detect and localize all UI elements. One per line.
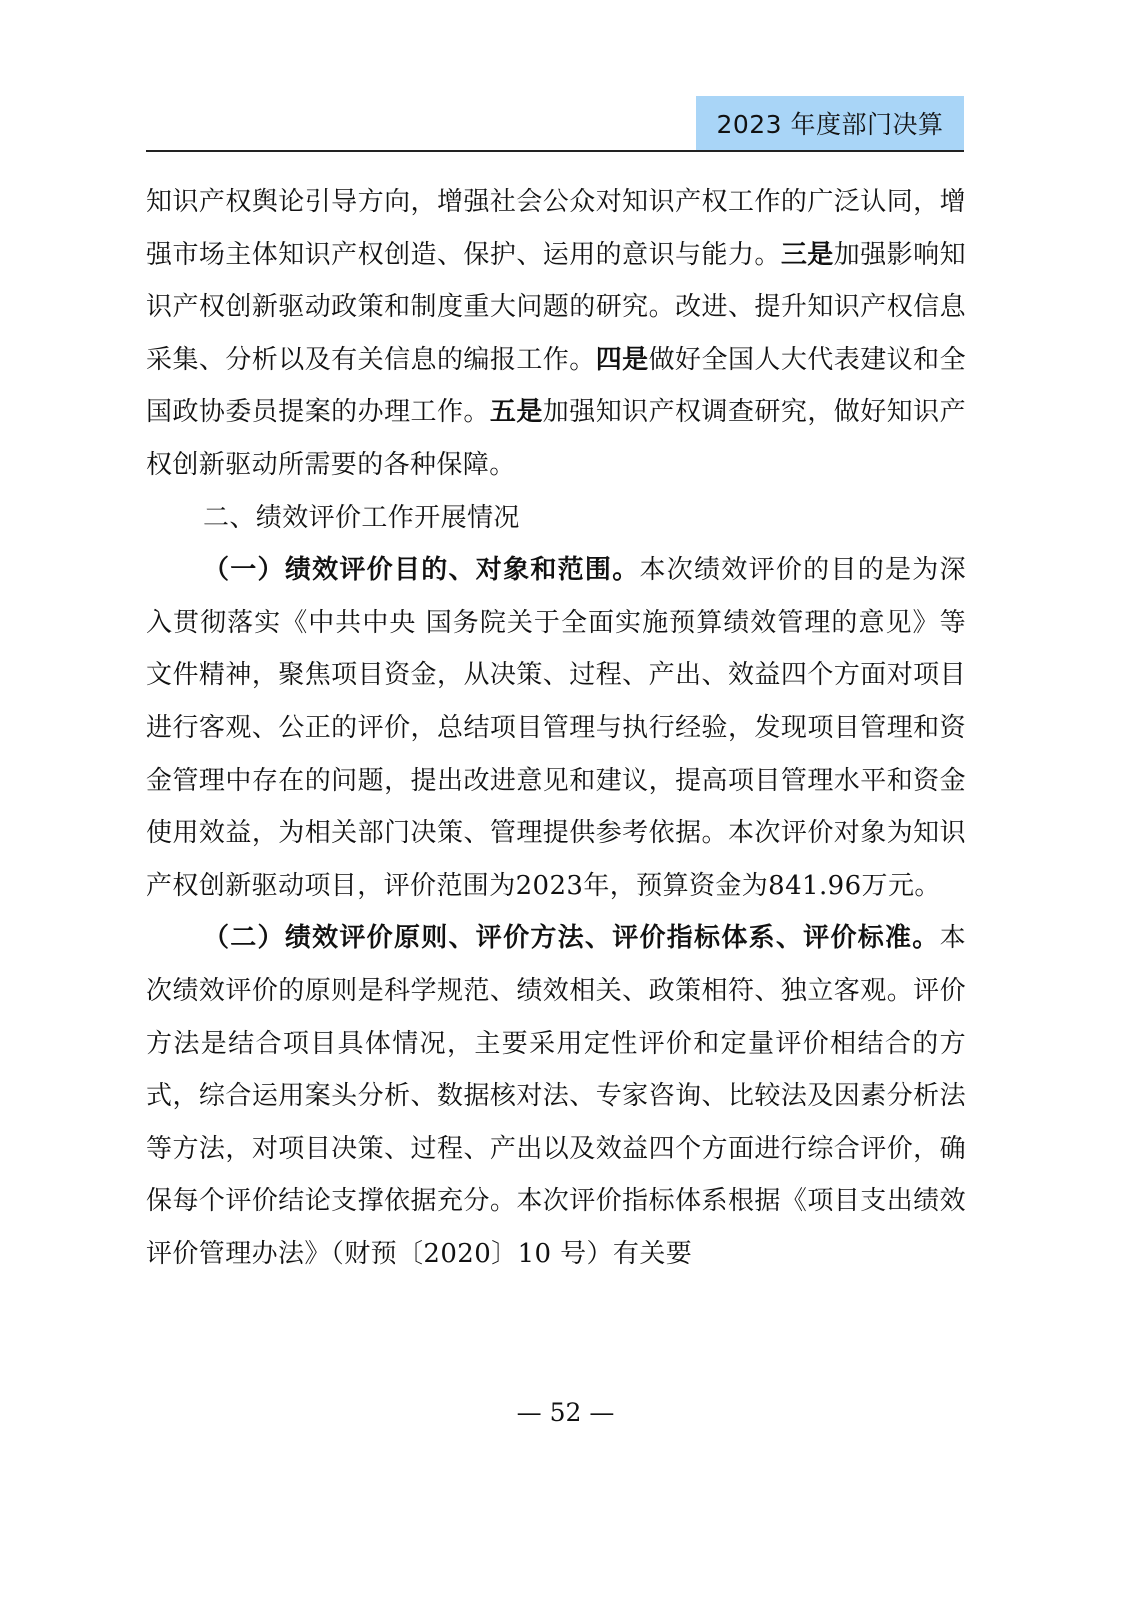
paragraph-2-heading: （一）绩效评价目的、对象和范围。 <box>203 555 640 586</box>
paragraph-3 <box>146 912 966 1280</box>
section-2-heading: 二、绩效评价工作开展情况 <box>203 502 520 533</box>
paragraph-1-text-4: 加强知识产权调查研究，做好知识产权创新驱动所需要的各种保障。 <box>146 397 966 480</box>
paragraph-1-marker-5: 五是 <box>489 397 543 428</box>
header-rule <box>146 150 696 152</box>
document-body <box>146 176 966 1280</box>
paragraph-3-text: 本次绩效评价的原则是科学规范、绩效相关、政策相符、独立客观。评价方法是结合项目具体情况，主要采用定性评价和定量评价相结合的方式，综合运用案头分析、数据核对法、专家咨询、比较法及因素分析法等方法，对项目决策、过程、产出以及效益四个方面进行综合评价，确保每个评价结论支撑依据充分。本次评价指标体系根据《项目支出绩效评价管理办法》（财预〔2020〕10 号）有关要 <box>146 923 966 1269</box>
paragraph-1-text-3: 做好全国人大代表建议和全国政协委员提案的办理工作。 <box>146 344 966 428</box>
page-number: — 52 — <box>516 1398 615 1427</box>
paragraph-2-text: 本次绩效评价的目的是为深入贯彻落实《中共中央 国务院关于全面实施预算绩效管理的意见》等文件精神，聚焦项目资金，从决策、过程、产出、效益四个方面对项目进行客观、公正的评价，总结项目管理与执行经验，发现项目管理和资金管理中存在的问题，提出改进意见和建议，提高项目管理水平和资金使用效益，为相关部门决策、管理提供参考依据。本次评价对象为知识产权创新驱动项目，评价范围为2023年，预算资金为841.96万元。 <box>146 555 966 901</box>
paragraph-1-text-1: 知识产权舆论引导方向，增强社会公众对知识产权工作的广泛认同，增强市场主体知识产权创造、保护、运用的意识与能力。 <box>146 187 966 270</box>
paragraph-1 <box>146 176 966 492</box>
header-title: 2023 年度部门决算 <box>696 96 964 152</box>
paragraph-1-text-2: 加强影响知识产权创新驱动政策和制度重大问题的研究。改进、提升知识产权信息采集、分析以及有关信息的编报工作。 <box>146 239 966 375</box>
paragraph-2 <box>146 544 966 912</box>
paragraph-3-heading: （二）绩效评价原则、评价方法、评价指标体系、评价标准。 <box>203 923 940 954</box>
paragraph-1-marker-3: 三是 <box>780 239 834 270</box>
paragraph-1-marker-4: 四是 <box>595 344 649 375</box>
